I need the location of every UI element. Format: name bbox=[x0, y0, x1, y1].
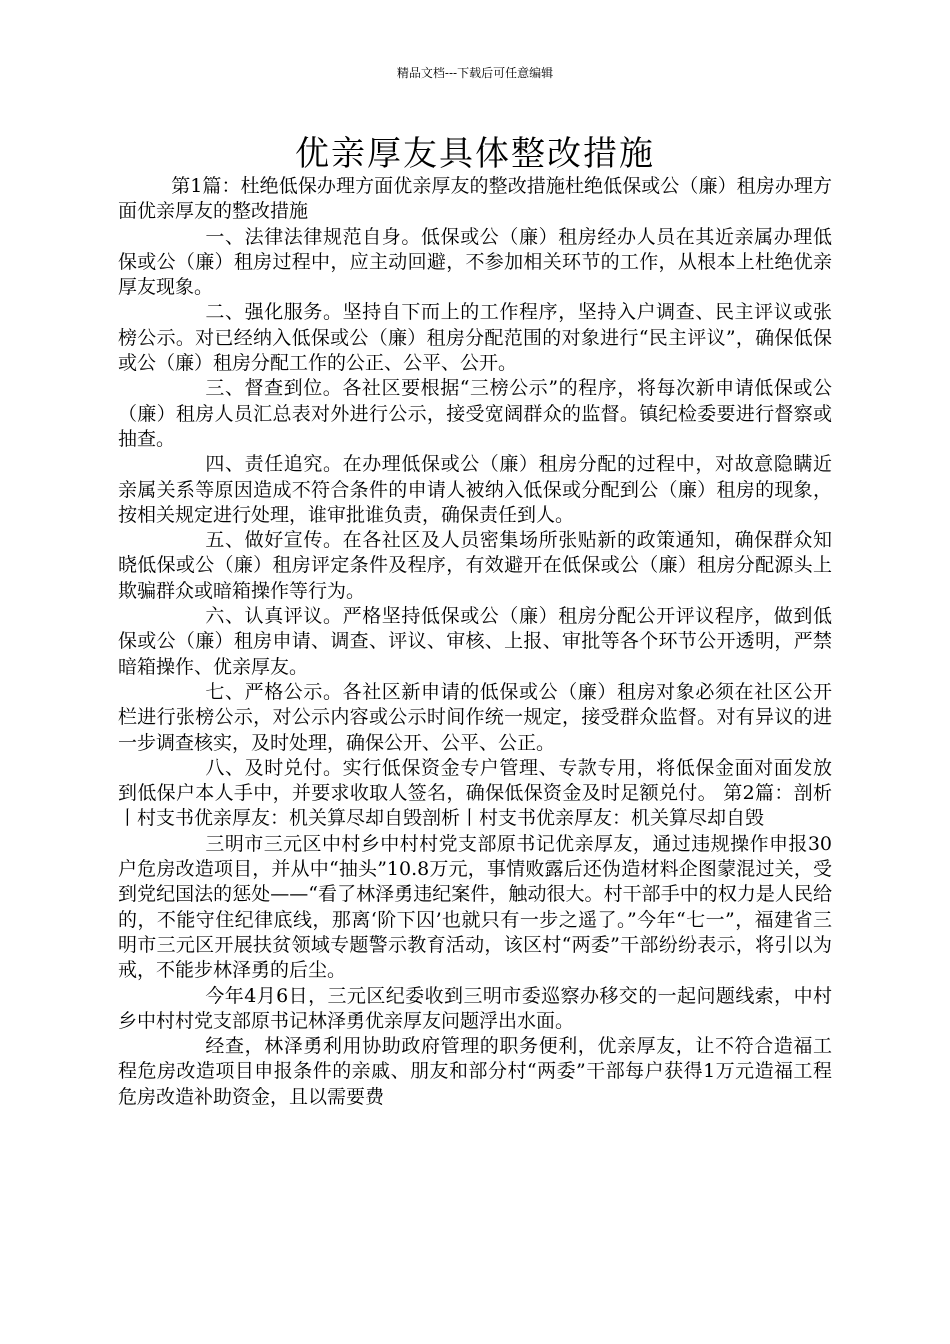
paragraph: 四、责任追究。在办理低保或公（廉）租房分配的过程中，对故意隐瞒近亲属关系等原因造成不符合条件的申请人被纳入低保或分配到公（廉）租房的现象，按相关规定进行处理，谁审批谁负责，确保责任到人。 bbox=[118, 453, 832, 526]
paragraph: 七、严格公示。各社区新申请的低保或公（廉）租房对象必须在社区公开栏进行张榜公示，对公示内容或公示时间作统一规定，接受群众监督。对有异议的进一步调查核实，及时处理，确保公开、公平、公正。 bbox=[118, 680, 832, 754]
paragraph: 三、督查到位。各社区要根据“三榜公示”的程序，将每次新申请低保或公（廉）租房人员汇总表对外进行公示，接受宽阔群众的监督。镇纪检委要进行督察或抽查。 bbox=[118, 377, 832, 450]
paragraph: 一、法律法律规范自身。低保或公（廉）租房经办人员在其近亲属办理低保或公（廉）租房过程中，应主动回避，不参加相关环节的工作，从根本上杜绝优亲厚友现象。 bbox=[118, 225, 832, 299]
document-body bbox=[118, 174, 832, 1110]
paragraph: 三明市三元区中村乡中村村党支部原书记优亲厚友，通过违规操作申报30户危房改造项目，并从中“抽头”10.8万元，事情败露后还伪造材料企图蒙混过关，受到党纪国法的惩处——“看了林泽勇违纪案件，触动很大。村干部手中的权力是人民给的，不能守住纪律底线，那离‘阶下囚’也就只有一步之遥了。”今年“七一”，福建省三明市三元区开展扶贫领域专题警示教育活动，该区村“两委”干部纷纷表示，将引以为戒，不能步林泽勇的后尘。 bbox=[118, 832, 832, 982]
paragraph: 今年4月6日，三元区纪委收到三明市委巡察办移交的一起问题线索，中村乡中村村党支部原书记林泽勇优亲厚友问题浮出水面。 bbox=[118, 984, 832, 1032]
paragraph: 第1篇：杜绝低保办理方面优亲厚友的整改措施杜绝低保或公（廉）租房办理方面优亲厚友的整改措施 bbox=[118, 175, 832, 223]
paragraph: 二、强化服务。坚持自下而上的工作程序，坚持入户调查、民主评议或张榜公示。对已经纳入低保或公（廉）租房分配范围的对象进行“民主评议”，确保低保或公（廉）租房分配工作的公正、公平、公开。 bbox=[118, 301, 832, 375]
paragraph: 五、做好宣传。在各社区及人员密集场所张贴新的政策通知，确保群众知晓低保或公（廉）租房评定条件及程序，有效避开在低保或公（廉）租房分配源头上欺骗群众或暗箱操作等行为。 bbox=[118, 529, 832, 602]
header-note: 精品文档---下载后可任意编辑 bbox=[396, 66, 554, 80]
paragraph: 经查，林泽勇利用协助政府管理的职务便利，优亲厚友，让不符合造福工程危房改造项目申报条件的亲戚、朋友和部分村“两委”干部每户获得1万元造福工程危房改造补助资金，且以需要费 bbox=[118, 1035, 832, 1108]
paragraph: 六、认真评议。严格坚持低保或公（廉）租房分配公开评议程序，做到低保或公（廉）租房申请、调查、评议、审核、上报、审批等各个环节公开透明，严禁暗箱操作、优亲厚友。 bbox=[118, 605, 832, 678]
document-title: 优亲厚友具体整改措施 bbox=[295, 134, 655, 174]
paragraph: 八、及时兑付。实行低保资金专户管理、专款专用，将低保金面对面发放到低保户本人手中，并要求收取人签名，确保低保资金及时足额兑付。 第2篇：剖析丨村支书优亲厚友：机关算尽却自毁剖析丨村支书优亲厚友：机关算尽却自毁 bbox=[118, 756, 832, 830]
